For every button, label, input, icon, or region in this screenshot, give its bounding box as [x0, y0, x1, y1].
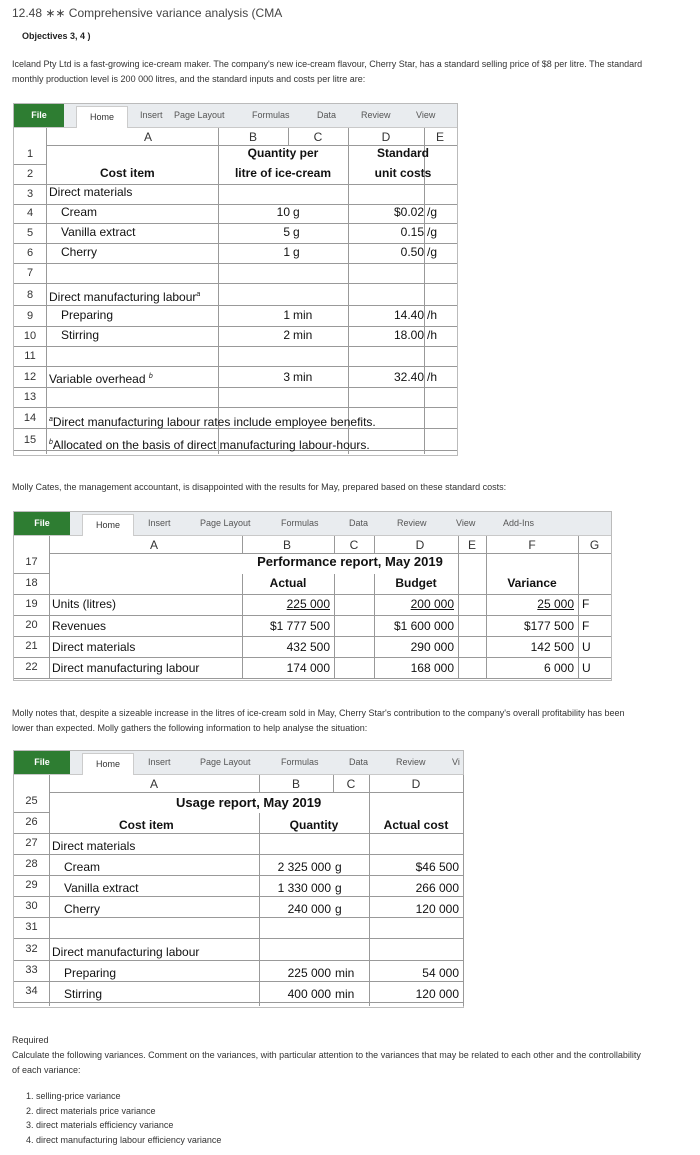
variable-overhead-label: Variable overhead $^b$ [49, 372, 153, 386]
col-header-f[interactable]: F [528, 538, 536, 552]
list-item: 4. direct manufacturing labour efficiency variance [26, 1134, 222, 1145]
direct-materials-label: Direct materials [52, 839, 136, 853]
ribbon-bar [14, 751, 463, 775]
cream-unit: g [293, 205, 300, 219]
footnote-a: $^a$Direct manufacturing labour rates include employee benefits. [49, 415, 376, 429]
home-tab[interactable]: Home [76, 106, 128, 128]
middle-paragraph: Molly Cates, the management accountant, is disappointed with the results for May, prepared based on these standard costs: [12, 482, 507, 492]
cherry-unit: g [293, 245, 300, 259]
dml-flag: U [582, 661, 591, 675]
header-unit-costs: unit costs [374, 166, 432, 180]
preparing-unit: min [335, 966, 355, 980]
header-variance: Variance [507, 576, 557, 590]
row-number[interactable]: 7 [26, 267, 34, 279]
add-ins-tab[interactable]: Add-Ins [503, 518, 535, 528]
view-tab[interactable]: View [456, 518, 476, 528]
home-tab[interactable]: Home [82, 514, 134, 536]
header-actual: Actual [269, 576, 307, 590]
row-number[interactable]: 21 [25, 640, 38, 652]
header-cost-item: Cost item [100, 166, 155, 180]
row-number[interactable]: 11 [24, 350, 36, 362]
stirring-qty: 2 [283, 328, 290, 342]
file-tab[interactable]: File [14, 512, 70, 535]
cherry-qty: 1 [283, 245, 290, 259]
col-header-c[interactable]: C [313, 130, 323, 144]
cherry-cost: 0.50 [400, 245, 424, 259]
row-number[interactable]: 25 [25, 795, 38, 807]
intro-line-1: Iceland Pty Ltd is a fast-growing ice-cream maker. The company's new ice-cream flavour, Cherry Star, has a standard selling price of $8 per litre. The standard [12, 59, 643, 69]
row-number[interactable]: 10 [23, 330, 37, 342]
cream-cost: $46 500 [415, 860, 459, 874]
stirring-unit: min [293, 328, 313, 342]
stirring-label: Stirring [61, 328, 100, 342]
row-number[interactable]: 6 [26, 247, 34, 259]
data-tab[interactable]: Data [317, 110, 337, 120]
revenues-variance: $177 500 [523, 619, 574, 633]
molly-paragraph [12, 706, 692, 736]
preparing-label: Preparing [64, 966, 117, 980]
dm-budget: 290 000 [410, 640, 454, 654]
vanilla-label: Vanilla extract [64, 881, 139, 895]
vanilla-unit: g [335, 881, 342, 895]
row-number[interactable]: 18 [25, 577, 38, 589]
row-number[interactable]: 14 [23, 412, 37, 424]
row-number[interactable]: 3 [26, 188, 34, 200]
vanilla-unit: g [293, 225, 300, 239]
cherry-cost: 120 000 [415, 902, 459, 916]
col-header-a[interactable]: A [143, 130, 152, 144]
page-layout-tab[interactable]: Page Layout [174, 110, 225, 120]
stirring-label: Stirring [64, 987, 103, 1001]
vanilla-label: Vanilla extract [61, 225, 136, 239]
cream-label: Cream [61, 205, 98, 219]
view-tab[interactable]: View [416, 110, 436, 120]
row-number[interactable]: 8 [26, 289, 34, 301]
preparing-cost: 54 000 [422, 966, 459, 980]
ribbon-bar [14, 104, 457, 128]
dml-budget: 168 000 [410, 661, 454, 675]
stirring-qty: 400 000 [287, 987, 331, 1001]
cherry-unit: g [335, 902, 342, 916]
header-litre-of-ice-cream: litre of ice-cream [234, 166, 332, 180]
review-tab[interactable]: Review [396, 757, 426, 767]
dml-variance: 6 000 [543, 661, 574, 675]
list-item: 3. direct materials efficiency variance [26, 1120, 174, 1130]
cream-label: Cream [64, 860, 101, 874]
view-tab[interactable]: Vi [452, 757, 460, 767]
file-tab[interactable]: File [14, 104, 64, 127]
col-header-c[interactable]: C [349, 538, 359, 552]
intro-line-2: monthly production level is 200 000 litres, and the standard inputs and costs per litre are: [12, 74, 366, 84]
preparing-cost-unit: /h [427, 308, 438, 322]
home-tab[interactable]: Home [82, 753, 134, 775]
vanilla-cost: 0.15 [400, 225, 424, 239]
problem-title: 12.48 ∗∗ Comprehensive variance analysis (CMA [12, 6, 283, 20]
col-header-b[interactable]: B [291, 777, 300, 791]
list-item: 1. selling-price variance [26, 1091, 121, 1101]
preparing-unit: min [293, 308, 313, 322]
col-header-g[interactable]: G [589, 538, 600, 552]
col-header-b[interactable]: B [282, 538, 291, 552]
row-number[interactable]: 13 [23, 391, 37, 403]
data-tab[interactable]: Data [349, 518, 369, 528]
stirring-cost: 120 000 [415, 987, 459, 1001]
col-header-d[interactable]: D [381, 130, 391, 144]
spreadsheet-standard-costs [13, 103, 458, 456]
row-number[interactable]: 28 [25, 858, 38, 870]
dml-label: Direct manufacturing labour [52, 945, 200, 959]
voh-qty: 3 [283, 370, 290, 384]
insert-tab[interactable]: Insert [148, 757, 171, 767]
header-actual-cost: Actual cost [383, 818, 449, 832]
col-header-c[interactable]: C [346, 777, 356, 791]
molly-line-1: Molly notes that, despite a sizeable increase in the litres of ice-cream sold in May, Cherry Star's contribution to the company's overall profitability has been [12, 708, 625, 718]
cherry-label: Cherry [61, 245, 98, 259]
row-number[interactable]: 29 [25, 879, 38, 891]
units-flag: F [582, 597, 590, 611]
revenues-actual: $1 777 500 [269, 619, 330, 633]
list-item: 2. direct materials price variance [26, 1105, 156, 1116]
row-number[interactable]: 34 [25, 985, 38, 997]
required-list [26, 1089, 221, 1147]
dml-label: Direct manufacturing labour$^a$ [49, 290, 201, 304]
vanilla-cost: 266 000 [415, 881, 459, 895]
dm-variance: 142 500 [530, 640, 574, 654]
col-header-b[interactable]: B [248, 130, 257, 144]
units-actual: 225 000 [286, 597, 330, 611]
formulas-tab[interactable]: Formulas [252, 110, 290, 120]
voh-unit: min [293, 370, 313, 384]
row-number[interactable]: 32 [25, 943, 38, 955]
row-number[interactable]: 33 [25, 964, 38, 976]
header-standard: Standard [376, 146, 429, 160]
page-layout-tab[interactable]: Page Layout [200, 518, 251, 528]
vanilla-qty: 5 [283, 225, 290, 239]
row-number[interactable]: 27 [25, 837, 38, 849]
preparing-label: Preparing [61, 308, 114, 322]
row-number[interactable]: 19 [25, 598, 38, 610]
required-heading: Required [12, 1035, 49, 1045]
cherry-cost-unit: /g [427, 245, 438, 259]
required-line-1: Calculate the following variances. Comment on the variances, with particular attention to the variances that may be related to each other and the controllability [12, 1050, 641, 1060]
dm-actual: 432 500 [286, 640, 330, 654]
cream-cost-unit: /g [427, 205, 438, 219]
units-label: Units (litres) [52, 597, 117, 611]
row-number[interactable]: 17 [25, 556, 38, 568]
usage-report-title: Usage report, May 2019 [176, 795, 322, 810]
preparing-qty: 1 [283, 308, 290, 322]
review-tab[interactable]: Review [397, 518, 427, 528]
footnote-b: $^b$Allocated on the basis of direct manufacturing labour-hours. [49, 438, 370, 452]
vanilla-cost-unit: /g [427, 225, 438, 239]
cherry-qty: 240 000 [287, 902, 331, 916]
dml-actual: 174 000 [286, 661, 330, 675]
intro-paragraph [12, 57, 692, 87]
formulas-tab[interactable]: Formulas [281, 757, 319, 767]
row-number[interactable]: 26 [25, 816, 38, 828]
col-header-d[interactable]: D [411, 777, 421, 791]
cream-cost: $0.02 [393, 205, 424, 219]
insert-tab[interactable]: Insert [148, 518, 171, 528]
required-line-2: of each variance: [12, 1065, 81, 1075]
page-layout-tab[interactable]: Page Layout [200, 757, 251, 767]
objectives-label: Objectives 3, 4 ) [22, 31, 91, 41]
review-tab[interactable]: Review [361, 110, 391, 120]
required-section [12, 1033, 692, 1078]
col-header-d[interactable]: D [415, 538, 425, 552]
units-variance: 25 000 [537, 597, 574, 611]
stirring-cost-unit: /h [427, 328, 438, 342]
cream-qty: 10 [276, 205, 290, 219]
spreadsheet-performance-report [13, 511, 612, 681]
spreadsheet-usage-report [13, 750, 464, 1008]
dm-flag: U [582, 640, 591, 654]
col-header-e[interactable]: E [435, 130, 444, 144]
row-number[interactable]: 15 [23, 434, 37, 446]
preparing-cost: 14.40 [393, 308, 424, 322]
row-number[interactable]: 5 [26, 227, 34, 239]
ribbon-bar [14, 512, 611, 536]
row-number[interactable]: 22 [25, 661, 38, 673]
preparing-qty: 225 000 [287, 966, 331, 980]
dml-label: Direct manufacturing labour [52, 661, 200, 675]
row-number[interactable]: 2 [26, 168, 34, 180]
cream-unit: g [335, 860, 342, 874]
col-header-a[interactable]: A [149, 538, 158, 552]
row-number[interactable]: 12 [23, 371, 37, 383]
header-quantity: Quantity [289, 818, 339, 832]
row-number[interactable]: 30 [25, 900, 38, 912]
header-budget: Budget [395, 576, 437, 590]
col-header-e[interactable]: E [467, 538, 476, 552]
cherry-label: Cherry [64, 902, 101, 916]
vanilla-qty: 1 330 000 [277, 881, 331, 895]
row-number[interactable]: 4 [26, 207, 34, 219]
row-number[interactable]: 1 [26, 148, 34, 160]
row-number[interactable]: 20 [25, 619, 38, 631]
data-tab[interactable]: Data [349, 757, 369, 767]
voh-cost: 32.40 [393, 370, 424, 384]
performance-report-title: Performance report, May 2019 [257, 554, 443, 569]
row-number[interactable]: 9 [26, 310, 34, 322]
revenues-flag: F [582, 619, 590, 633]
row-number[interactable]: 31 [25, 921, 38, 933]
file-tab[interactable]: File [14, 751, 70, 774]
col-header-a[interactable]: A [149, 777, 158, 791]
direct-materials-label: Direct materials [49, 185, 133, 199]
direct-materials-label: Direct materials [52, 640, 136, 654]
voh-cost-unit: /h [427, 370, 438, 384]
molly-line-2: lower than expected. Molly gathers the following information to help analyse the situation: [12, 723, 368, 733]
stirring-cost: 18.00 [393, 328, 424, 342]
stirring-unit: min [335, 987, 355, 1001]
formulas-tab[interactable]: Formulas [281, 518, 319, 528]
cream-qty: 2 325 000 [277, 860, 331, 874]
header-cost-item: Cost item [119, 818, 174, 832]
revenues-label: Revenues [52, 619, 107, 633]
units-budget: 200 000 [410, 597, 454, 611]
insert-tab[interactable]: Insert [140, 110, 163, 120]
revenues-budget: $1 600 000 [393, 619, 454, 633]
header-quantity-per: Quantity per [247, 146, 319, 160]
